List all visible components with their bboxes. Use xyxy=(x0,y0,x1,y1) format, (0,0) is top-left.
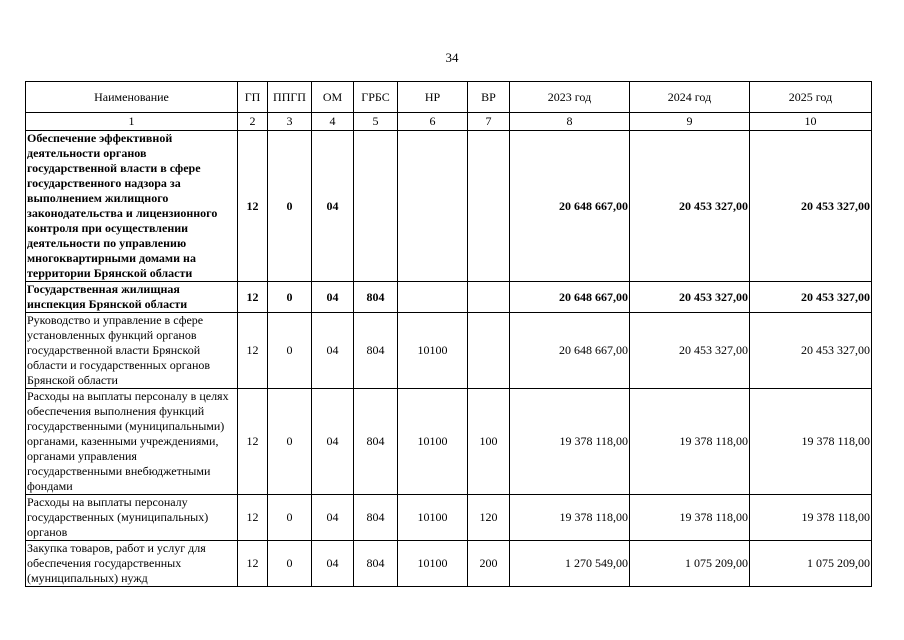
row-om: 04 xyxy=(312,131,354,282)
header-cell-name: Наименование xyxy=(26,82,238,113)
header-cell-gp: ГП xyxy=(238,82,268,113)
row-gp: 12 xyxy=(238,313,268,389)
row-om: 04 xyxy=(312,313,354,389)
row-gp: 12 xyxy=(238,389,268,495)
row-vr: 120 xyxy=(468,495,510,541)
header-cell-2024: 2024 год xyxy=(630,82,750,113)
row-2025: 20 453 327,00 xyxy=(750,282,872,313)
row-om: 04 xyxy=(312,495,354,541)
column-number: 1 xyxy=(26,113,238,131)
header-row xyxy=(26,82,872,113)
row-gp: 12 xyxy=(238,131,268,282)
row-ppgp: 0 xyxy=(268,131,312,282)
row-gp: 12 xyxy=(238,495,268,541)
row-nr xyxy=(398,131,468,282)
column-number: 7 xyxy=(468,113,510,131)
header-cell-2023: 2023 год xyxy=(510,82,630,113)
row-gp: 12 xyxy=(238,541,268,587)
column-number: 3 xyxy=(268,113,312,131)
row-2024: 1 075 209,00 xyxy=(630,541,750,587)
row-vr: 200 xyxy=(468,541,510,587)
table-row xyxy=(26,313,872,389)
row-nr: 10100 xyxy=(398,389,468,495)
page-number: 34 xyxy=(445,50,459,65)
row-vr xyxy=(468,313,510,389)
row-2024: 20 453 327,00 xyxy=(630,131,750,282)
row-2023: 19 378 118,00 xyxy=(510,389,630,495)
row-2024: 19 378 118,00 xyxy=(630,495,750,541)
row-nr: 10100 xyxy=(398,541,468,587)
row-vr xyxy=(468,282,510,313)
row-2025: 20 453 327,00 xyxy=(750,131,872,282)
row-2024: 20 453 327,00 xyxy=(630,313,750,389)
column-number: 9 xyxy=(630,113,750,131)
row-ppgp: 0 xyxy=(268,313,312,389)
header-cell-nr: НР xyxy=(398,82,468,113)
row-ppgp: 0 xyxy=(268,541,312,587)
table-row xyxy=(26,495,872,541)
budget-table xyxy=(25,81,872,587)
table-row xyxy=(26,131,872,282)
column-number: 8 xyxy=(510,113,630,131)
row-om: 04 xyxy=(312,389,354,495)
row-grbs xyxy=(354,131,398,282)
header-cell-ppgp: ППГП xyxy=(268,82,312,113)
header-cell-2025: 2025 год xyxy=(750,82,872,113)
column-number: 10 xyxy=(750,113,872,131)
column-number: 2 xyxy=(238,113,268,131)
row-2023: 20 648 667,00 xyxy=(510,282,630,313)
row-name: Закупка товаров, работ и услуг для обеспечения государственных (муниципальных) нужд xyxy=(26,541,238,587)
column-number-row xyxy=(26,113,872,131)
row-2023: 20 648 667,00 xyxy=(510,131,630,282)
column-number: 6 xyxy=(398,113,468,131)
table-row xyxy=(26,389,872,495)
row-2024: 19 378 118,00 xyxy=(630,389,750,495)
column-number: 4 xyxy=(312,113,354,131)
row-ppgp: 0 xyxy=(268,282,312,313)
row-name: Руководство и управление в сфере установленных функций органов государственной власти Брянской области и государственных органов Брянской области xyxy=(26,313,238,389)
row-grbs: 804 xyxy=(354,495,398,541)
row-2025: 19 378 118,00 xyxy=(750,495,872,541)
row-2024: 20 453 327,00 xyxy=(630,282,750,313)
row-name: Расходы на выплаты персоналу государственных (муниципальных) органов xyxy=(26,495,238,541)
row-ppgp: 0 xyxy=(268,495,312,541)
row-grbs: 804 xyxy=(354,313,398,389)
header-cell-om: ОМ xyxy=(312,82,354,113)
row-2025: 20 453 327,00 xyxy=(750,313,872,389)
row-grbs: 804 xyxy=(354,541,398,587)
header-cell-grbs: ГРБС xyxy=(354,82,398,113)
row-om: 04 xyxy=(312,541,354,587)
row-2025: 19 378 118,00 xyxy=(750,389,872,495)
row-nr: 10100 xyxy=(398,495,468,541)
row-nr: 10100 xyxy=(398,313,468,389)
row-vr xyxy=(468,131,510,282)
row-2025: 1 075 209,00 xyxy=(750,541,872,587)
row-nr xyxy=(398,282,468,313)
row-vr: 100 xyxy=(468,389,510,495)
header-cell-vr: ВР xyxy=(468,82,510,113)
row-name: Расходы на выплаты персоналу в целях обеспечения выполнения функций государственными (муниципальными) органами, казенными учреждениями, органами управления государственными внебюджетными фондами xyxy=(26,389,238,495)
row-gp: 12 xyxy=(238,282,268,313)
row-om: 04 xyxy=(312,282,354,313)
row-name: Обеспечение эффективной деятельности органов государственной власти в сфере государственного надзора за выполнением жилищного законодательства и лицензионного контроля при осуществлении деятельности по управлению многоквартирными домами на территории Брянской области xyxy=(26,131,238,282)
row-2023: 19 378 118,00 xyxy=(510,495,630,541)
row-grbs: 804 xyxy=(354,282,398,313)
row-name: Государственная жилищная инспекция Брянской области xyxy=(26,282,238,313)
row-ppgp: 0 xyxy=(268,389,312,495)
row-grbs: 804 xyxy=(354,389,398,495)
column-number: 5 xyxy=(354,113,398,131)
row-2023: 20 648 667,00 xyxy=(510,313,630,389)
row-2023: 1 270 549,00 xyxy=(510,541,630,587)
table-row xyxy=(26,282,872,313)
table-row xyxy=(26,541,872,587)
